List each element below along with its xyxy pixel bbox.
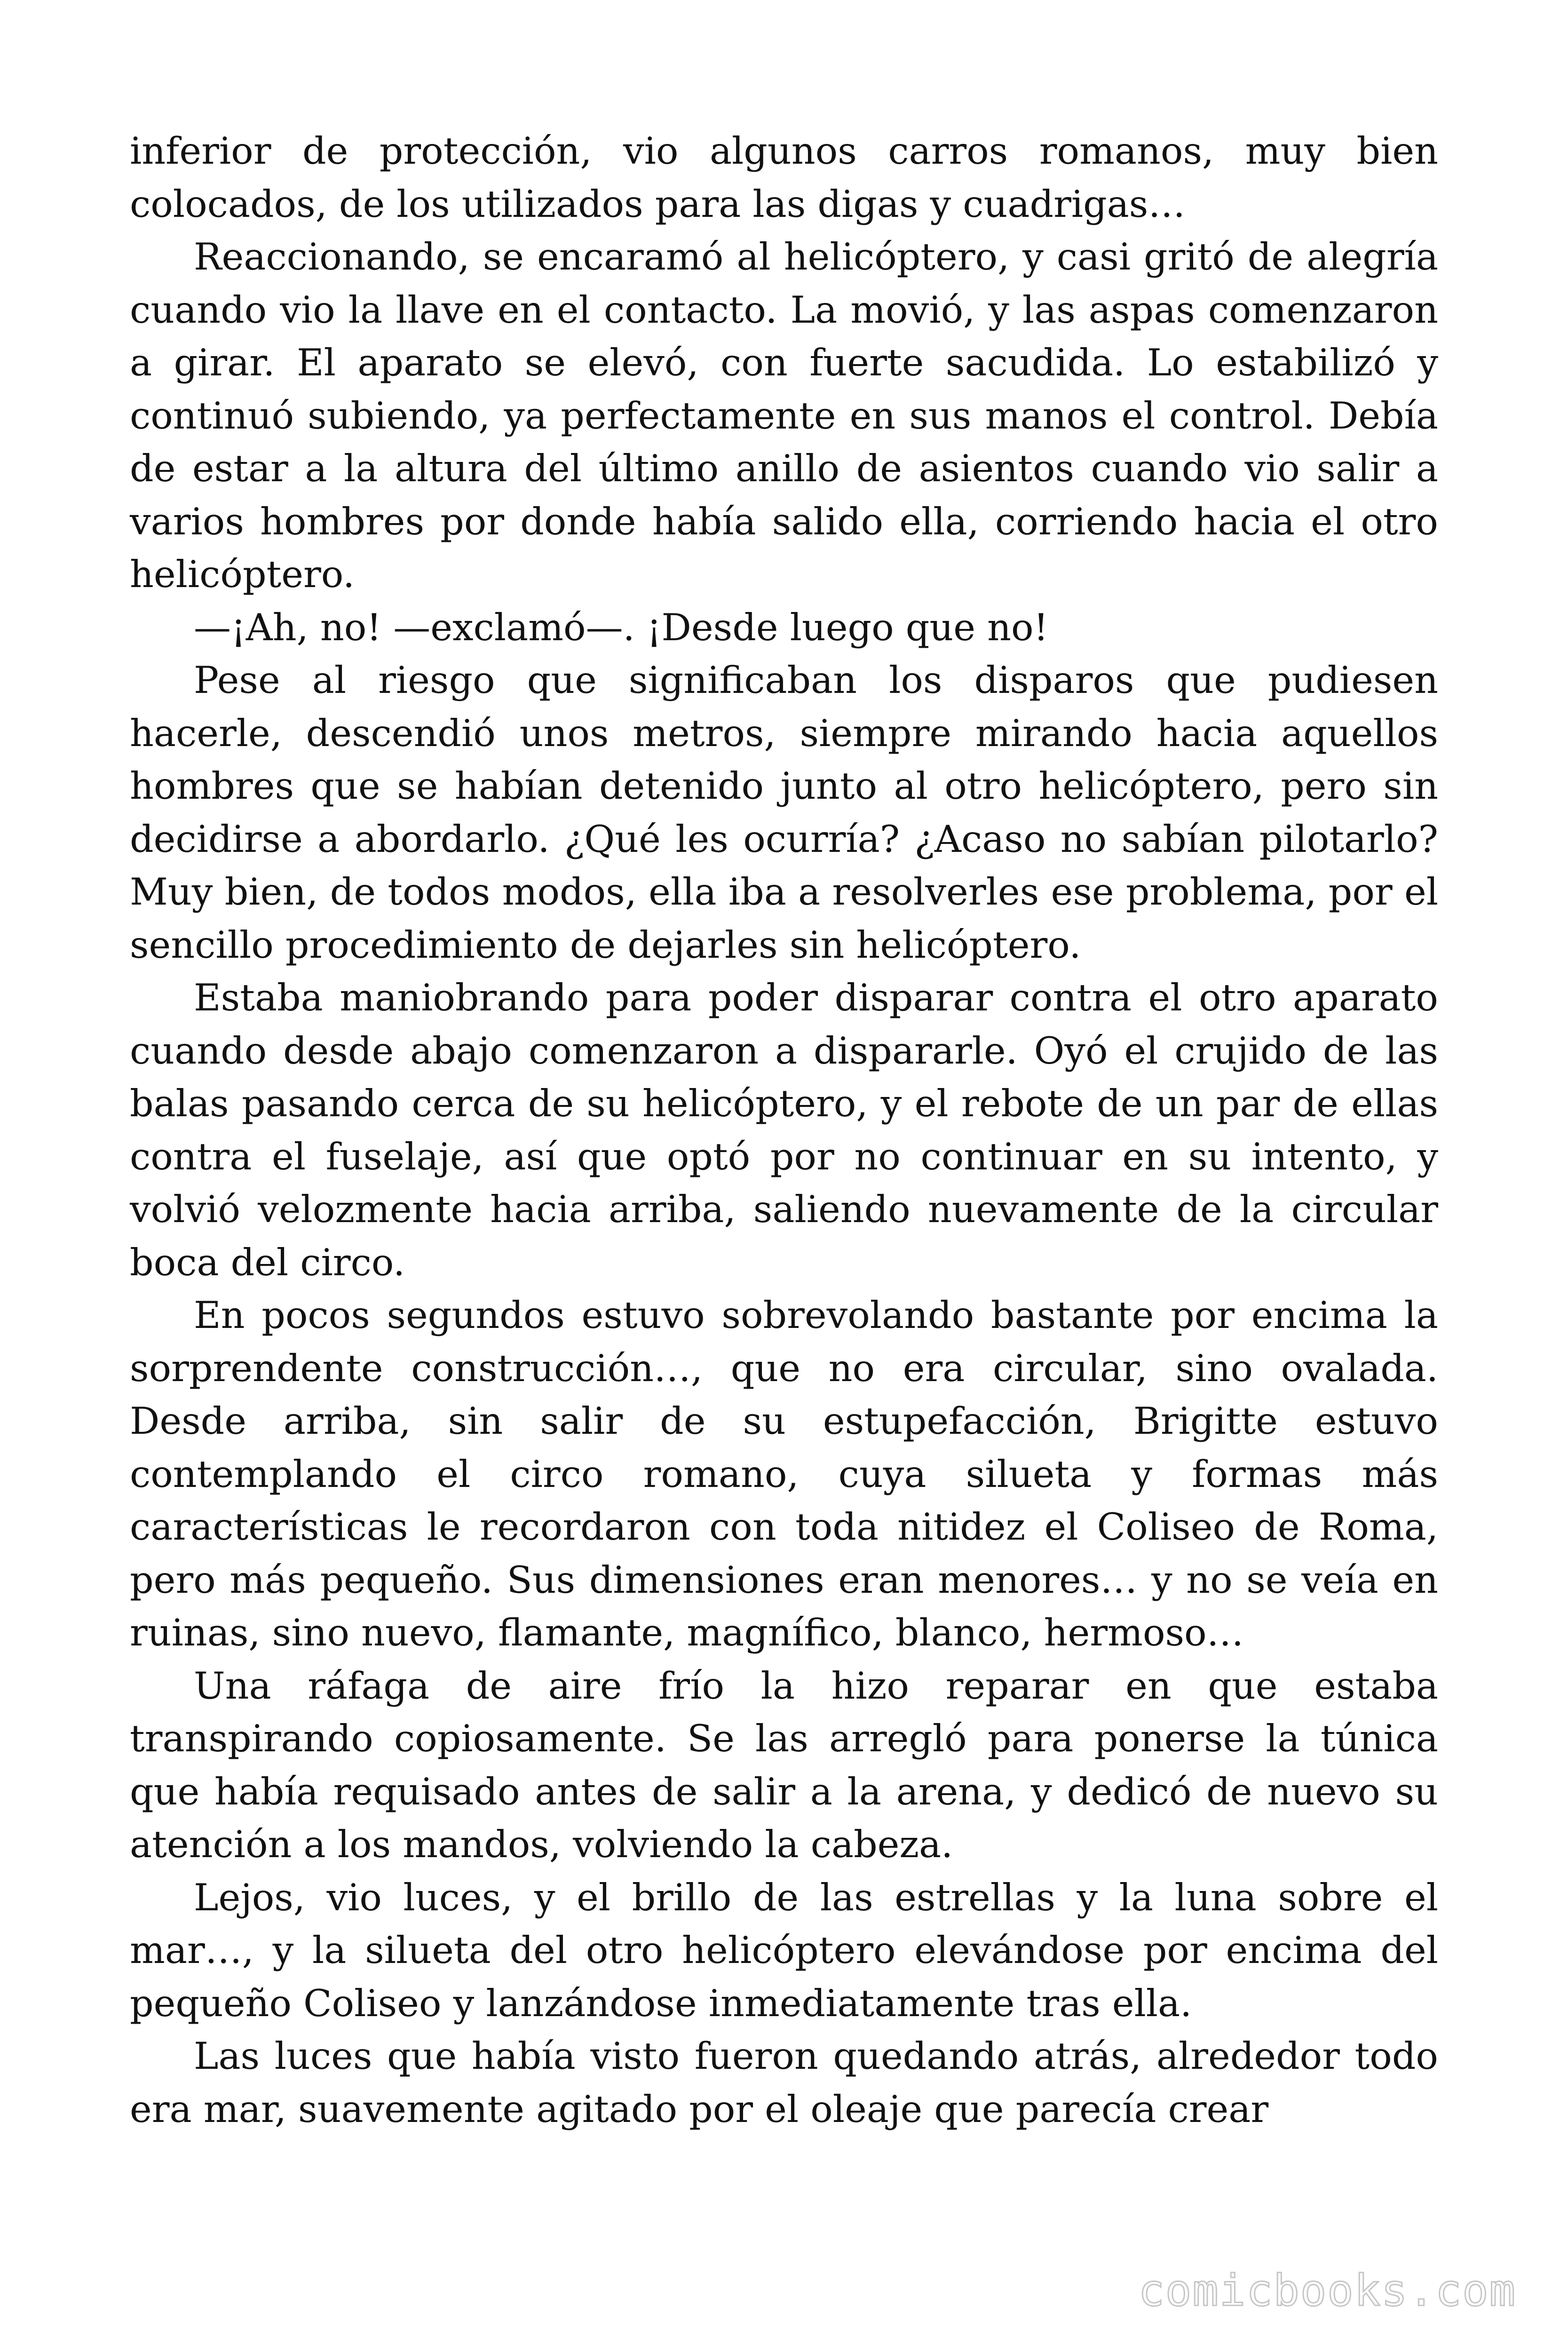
paragraph-3: —¡Ah, no! —exclamó—. ¡Desde luego que no!: [194, 605, 1049, 649]
paragraph-2: Reaccionando, se encaramó al helicóptero, y casi gritó de alegría cuando vio la llave en el contacto. La movió, y las aspas comenzaron a girar. El aparato se elevó, con fuerte sacudida. Lo estabilizó y continuó subiendo, ya perfectamente en sus manos el control. Debía de estar a la altura del último anillo de asientos cuando vio salir a varios hombres por donde había salido ella, corriendo hacia el otro helicóptero.: [130, 235, 1438, 596]
paragraph-9: Las luces que había visto fueron quedando atrás, alrededor todo era mar, suavemente agitado por el oleaje que parecía crear: [130, 2034, 1438, 2131]
watermark: comicbooks.com: [1138, 2265, 1516, 2316]
paragraph-8: Lejos, vio luces, y el brillo de las estrellas y la luna sobre el mar…, y la silueta del otro helicóptero elevándose por encima del pequeño Coliseo y lanzándose inmediatamente tras ella.: [130, 1875, 1438, 2025]
paragraph-7: Una ráfaga de aire frío la hizo reparar en que estaba transpirando copiosamente. Se las arregló para ponerse la túnica que había requisado antes de salir a la arena, y dedicó de nuevo su atención a los mandos, volviendo la cabeza.: [130, 1664, 1438, 1866]
paragraph-1: inferior de protección, vio algunos carros romanos, muy bien colocados, de los utilizados para las digas y cuadrigas…: [130, 129, 1438, 226]
paragraph-6: En pocos segundos estuvo sobrevolando bastante por encima la sorprendente construcción…, que no era circular, sino ovalada. Desde arriba, sin salir de su estupefacción, Brigitte estuvo contemplando el circo romano, cuya silueta y formas más características le recordaron con toda nitidez el Coliseo de Roma, pero más pequeño. Sus dimensiones eran menores… y no se veía en ruinas, sino nuevo, flamante, magnífico, blanco, hermoso…: [130, 1294, 1438, 1654]
book-page-text: [130, 125, 1438, 2136]
paragraph-5: Estaba maniobrando para poder disparar contra el otro aparato cuando desde abajo comenzaron a dispararle. Oyó el crujido de las balas pasando cerca de su helicóptero, y el rebote de un par de ellas contra el fuselaje, así que optó por no continuar en su intento, y volvió velozmente hacia arriba, saliendo nuevamente de la circular boca del circo.: [130, 976, 1438, 1284]
paragraph-4: Pese al riesgo que significaban los disparos que pudiesen hacerle, descendió unos metros, siempre mirando hacia aquellos hombres que se habían detenido junto al otro helicóptero, pero sin decidirse a abordarlo. ¿Qué les ocurría? ¿Acaso no sabían pilotarlo? Muy bien, de todos modos, ella iba a resolverles ese problema, por el sencillo procedimiento de dejarles sin helicóptero.: [130, 659, 1438, 967]
